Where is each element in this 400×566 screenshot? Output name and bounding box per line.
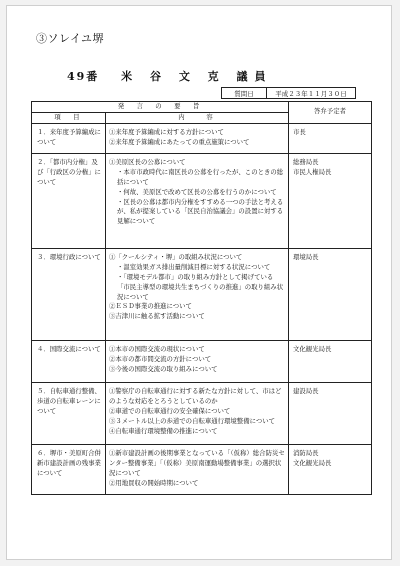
table-row xyxy=(32,382,372,444)
respondent-name: 文化観光局長 xyxy=(293,458,332,467)
content-line: ・区長の公募は都市内分権をすすめる一つの手法と考えるが、私が提案している「区民自治協議会」の設置に対する見解について xyxy=(117,197,284,226)
content-line: ③３メートル以上の歩道での自転車通行環境整備について xyxy=(109,416,276,425)
content-line: ①本市の国際交流の現状について xyxy=(109,344,205,353)
row-respondent xyxy=(289,123,372,153)
row-respondent xyxy=(289,340,372,382)
row-item: ５．自転車通行整備、歩道の自転車レーンについて xyxy=(32,382,106,444)
respondent-name: 消防局長 xyxy=(293,448,319,457)
content-line: ③今後の国際交流の取り組みについて xyxy=(109,364,218,373)
row-item: ４．国際交流について xyxy=(32,340,106,382)
header-content: 内 容 xyxy=(106,112,289,123)
question-date-value: 平成２３年１１月３０日 xyxy=(267,88,356,99)
header-respondent: 答弁予定者 xyxy=(289,102,372,124)
row-content xyxy=(106,340,289,382)
table-row xyxy=(32,340,372,382)
member-heading xyxy=(67,68,272,84)
row-item: ３．環境行政について xyxy=(32,248,106,340)
header-summary: 発 言 の 要 旨 xyxy=(32,102,289,113)
table-body xyxy=(32,123,372,494)
row-respondent xyxy=(289,382,372,444)
content-line: ・何故、美原区で改めて区長の公募を行うのかについて xyxy=(117,187,277,196)
content-line: ④自転車通行環境整備の推進について xyxy=(109,426,218,435)
row-respondent xyxy=(289,444,372,494)
content-line: ・「環境モデル都市」の取り組み方針として掲げている「市民主導型の環境共生まちづくりの推進」の取り組み状況について xyxy=(117,272,284,301)
header-item: 項 目 xyxy=(32,112,106,123)
respondent-name: 市長 xyxy=(293,127,306,136)
question-date-label: 質問日 xyxy=(222,88,267,99)
row-content xyxy=(106,382,289,444)
content-line: ③吉津川に触る拡す活動について xyxy=(109,312,205,321)
row-item: ２．「都市内分権」及び「行政区の分権」について xyxy=(32,153,106,248)
row-item: ６．堺市・美原町合併新市建設計画の残事業について xyxy=(32,444,106,494)
row-content xyxy=(106,153,289,248)
respondent-name: 市民人権局長 xyxy=(293,167,332,176)
respondent-name: 建設局長 xyxy=(293,386,319,395)
content-line: ①新市建設計画の後期事業となっている「（仮称）総合防災センター整備事業」「（仮称）美原南運動場整備事業」の選択状況について xyxy=(109,448,285,477)
faction-name: ③ソレイユ堺 xyxy=(36,32,105,45)
row-content xyxy=(106,248,289,340)
member-name: 米 谷 文 克 議員 xyxy=(121,70,273,83)
content-line: ②車道での自転車通行の安全確保について xyxy=(109,406,231,415)
content-line: ②来年度予算編成にあたっての重点施策について xyxy=(109,137,250,146)
content-line: ②用地買収の開始時期について xyxy=(109,478,199,487)
respondent-name: 総務局長 xyxy=(293,157,319,166)
question-date-box xyxy=(221,87,356,99)
table-row xyxy=(32,153,372,248)
content-line: ②本市の都市間交流の方針について xyxy=(109,354,212,363)
row-content xyxy=(106,444,289,494)
table-row xyxy=(32,444,372,494)
row-content xyxy=(106,123,289,153)
member-number: 49番 xyxy=(67,70,100,83)
content-line: ①来年度予算編成に対する方針について xyxy=(109,127,224,136)
row-item: １．来年度予算編成について xyxy=(32,123,106,153)
content-line: ①「クールシティ・堺」の取組み状況について xyxy=(109,252,243,261)
row-respondent xyxy=(289,248,372,340)
content-line: ①美原区長の公募について xyxy=(109,157,186,166)
respondent-name: 環境局長 xyxy=(293,252,319,261)
content-line: ①警察庁の自転車通行に対する新たな方針に対して、市はどのような対応をとろうとしているのか xyxy=(109,386,282,405)
respondent-name: 文化観光局長 xyxy=(293,344,332,353)
content-line: ・温室効果ガス排出量削減目標に対する状況について xyxy=(117,262,271,271)
content-line: ・本市市政時代に南区長の公募を行ったが、このときの総括について xyxy=(117,167,284,186)
content-line: ②ＥＳＤ事業の推進について xyxy=(109,302,192,311)
table-row xyxy=(32,123,372,153)
row-respondent xyxy=(289,153,372,248)
speech-summary-table xyxy=(31,101,372,495)
table-row xyxy=(32,248,372,340)
